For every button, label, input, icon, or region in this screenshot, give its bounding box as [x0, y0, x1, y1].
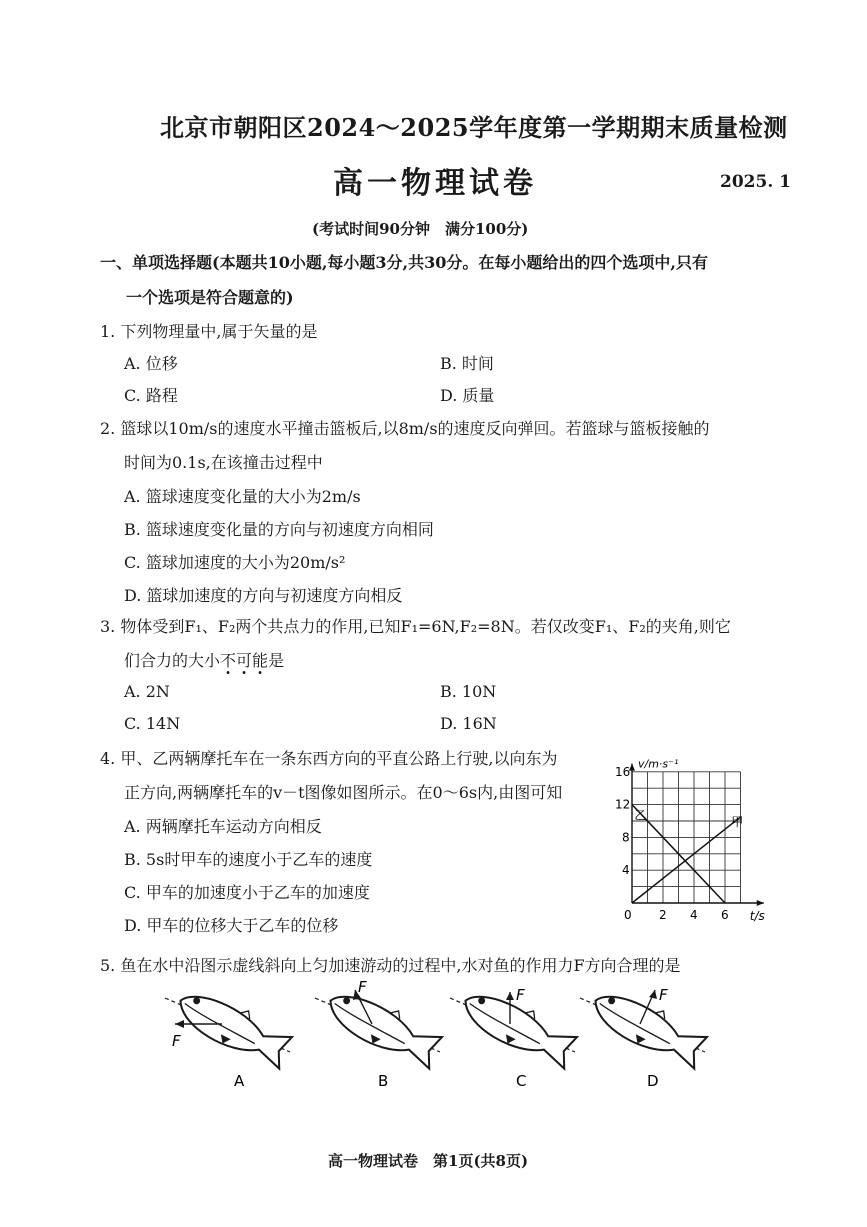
emphasis-char: 能: [252, 651, 269, 670]
q4-stem-line2: 正方向,两辆摩托车的v－t图像如图所示。在0～6s内,由图可知: [124, 783, 563, 802]
q4-option-b: B. 5s时甲车的速度小于乙车的速度: [124, 850, 373, 869]
q3-option-a: A. 2N: [124, 682, 170, 701]
force-arrow-icon: [649, 990, 657, 999]
q4-option-c: C. 甲车的加速度小于乙车的加速度: [124, 883, 370, 902]
q3-option-d: D. 16N: [440, 714, 497, 733]
q2-stem-line2: 时间为0.1s,在该撞击过程中: [124, 453, 323, 472]
q3-stem-line2: [124, 648, 284, 671]
x-tick-label: 6: [721, 908, 729, 922]
q2-option-c: C. 篮球加速度的大小为20m/s²: [124, 553, 346, 572]
page-footer: 高一物理试卷 第1页(共8页): [328, 1152, 529, 1170]
q2-option-a: A. 篮球速度变化量的大小为2m/s: [124, 487, 361, 506]
q2-option-d: D. 篮球加速度的方向与初速度方向相反: [124, 586, 403, 605]
force-label: F: [358, 980, 367, 996]
fig-label-b: B: [378, 1072, 389, 1090]
force-label: F: [172, 1032, 181, 1050]
q3-option-c: C. 14N: [124, 714, 181, 733]
force-label: F: [659, 986, 668, 1004]
chart-axes: [629, 764, 764, 906]
fish-figure-b: [315, 980, 445, 1090]
q1-option-d: D. 质量: [440, 386, 495, 405]
y-axis-label: v/m·s⁻¹: [638, 757, 679, 771]
fig-label-a: A: [234, 1072, 245, 1090]
x-tick-label: 0: [624, 908, 632, 922]
q3-stem-pre: 们合力的大小: [124, 651, 221, 670]
force-label: F: [516, 986, 525, 1004]
exam-title: 高一物理试卷: [333, 166, 537, 201]
q5-stem: 5. 鱼在水中沿图示虚线斜向上匀加速游动的过程中,水对鱼的作用力F方向合理的是: [100, 956, 681, 975]
fish-figure-a: [165, 986, 295, 1090]
q4-stem-line1: 4. 甲、乙两辆摩托车在一条东西方向的平直公路上行驶,以向东为: [100, 749, 558, 768]
fish-figure-d: [580, 986, 710, 1090]
exam-note: (考试时间90分钟 满分100分): [312, 220, 529, 238]
series-label: 甲: [731, 814, 744, 829]
series-line: [632, 814, 744, 903]
chart-grid: [632, 772, 744, 903]
q3-stem-post: 是: [268, 651, 285, 670]
y-tick-label: 4: [622, 863, 630, 878]
fig-label-c: C: [516, 1072, 527, 1090]
q4-option-a: A. 两辆摩托车运动方向相反: [124, 817, 322, 836]
q1-option-b: B. 时间: [440, 354, 494, 373]
force-arrow-icon: [506, 992, 514, 1000]
vt-chart: [600, 735, 790, 925]
fish-figures: [150, 980, 730, 1095]
emphasis-char: 不: [220, 651, 237, 670]
x-axis-label: t/s: [749, 909, 765, 923]
exam-date: 2025. 1: [720, 172, 791, 192]
y-tick-label: 16: [615, 764, 631, 779]
emphasis-char: 可: [236, 651, 253, 670]
y-tick-label: 12: [615, 797, 631, 812]
fig-label-d: D: [647, 1072, 659, 1090]
section-heading-line1: 一、单项选择题(本题共10小题,每小题3分,共30分。在每小题给出的四个选项中,只有: [100, 253, 708, 272]
q4-option-d: D. 甲车的位移大于乙车的位移: [124, 916, 339, 935]
q1-option-a: A. 位移: [124, 354, 178, 373]
q2-option-b: B. 篮球速度变化量的方向与初速度方向相同: [124, 520, 434, 539]
x-tick-label: 2: [659, 908, 667, 922]
exam-title-line1: 北京市朝阳区2024～2025学年度第一学期期末质量检测: [160, 113, 788, 142]
series-label: 乙: [634, 808, 647, 823]
q3-stem-line1: 3. 物体受到F₁、F₂两个共点力的作用,已知F₁=6N,F₂=8N。若仅改变F₁、F₂的夹角,则它: [100, 617, 731, 636]
section-heading-line2: 一个选项是符合题意的): [126, 288, 294, 307]
fish-figure-c: [450, 986, 580, 1090]
q1-stem: 1. 下列物理量中,属于矢量的是: [100, 322, 318, 341]
y-tick-label: 8: [622, 830, 630, 845]
q1-option-c: C. 路程: [124, 386, 178, 405]
x-axis-arrow-icon: [757, 900, 764, 906]
q2-stem-line1: 2. 篮球以10m/s的速度水平撞击篮板后,以8m/s的速度反向弹回。若篮球与篮板接触的: [100, 419, 710, 438]
q3-option-b: B. 10N: [440, 682, 497, 701]
x-tick-label: 4: [690, 908, 698, 922]
force-arrow-icon: [175, 1020, 184, 1028]
